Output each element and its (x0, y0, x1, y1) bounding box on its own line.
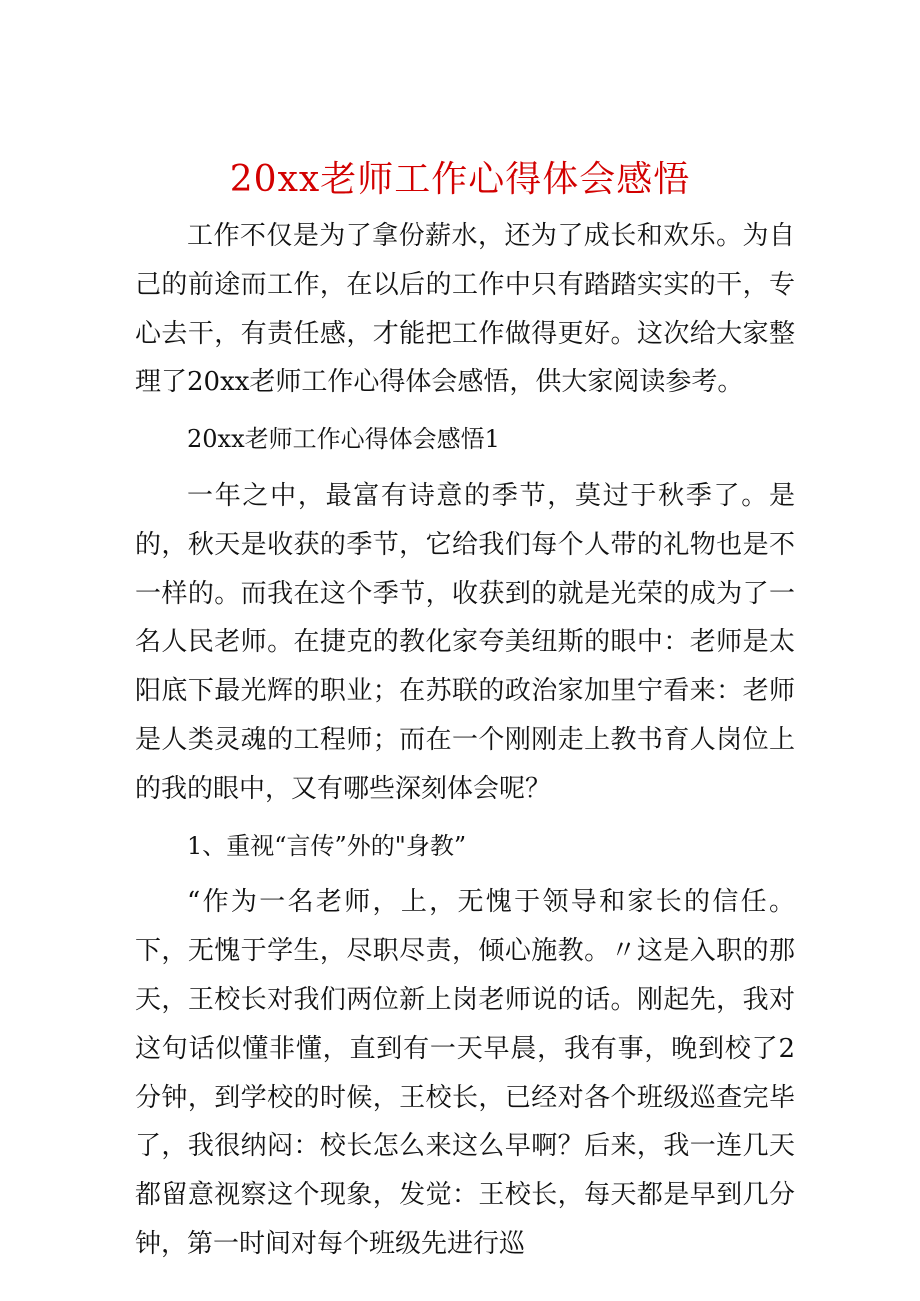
body-paragraph-2: “作为一名老师，上，无愧于领导和家长的信任。下，无愧于学生，尽职尽责，倾心施教。〃这是入职的那天，王校长对我们两位新上岗老师说的话。刚起先，我对这句话似懂非懂，直到有一天早晨，我有事，晚到校了2分钟，到学校的时候，王校长，已经对各个班级巡查完毕了，我很纳闷：校长怎么来这么早啊？后来，我一连几天都留意视察这个现象，发觉：王校长，每天都是早到几分钟，第一时间对每个班级先进行巡 (135, 887, 795, 1259)
document-body (135, 212, 795, 1269)
document-title: 20xx老师工作心得体会感悟 (229, 159, 691, 200)
subsection-heading-1: 1、重视“言传”外的"身教” (187, 831, 467, 860)
body-paragraph-1: 一年之中，最富有诗意的季节，莫过于秋季了。是的，秋天是收获的季节，它给我们每个人带的礼物也是不一样的。而我在这个季节，收获到的就是光荣的成为了一名人民老师。在捷克的教化家夸美纽斯的眼中：老师是太阳底下最光辉的职业；在苏联的政治家加里宁看来：老师是人类灵魂的工程师；而在一个刚刚走上教书育人岗位上的我的眼中，又有哪些深刻体会呢？ (135, 480, 795, 804)
intro-paragraph: 工作不仅是为了拿份薪水，还为了成长和欢乐。为自己的前途而工作，在以后的工作中只有踏踏实实的干，专心去干，有责任感，才能把工作做得更好。这次给大家整理了20xx老师工作心得体会感悟，供大家阅读参考。 (135, 221, 795, 398)
section-heading-1: 20xx老师工作心得体会感悟1 (187, 425, 500, 454)
